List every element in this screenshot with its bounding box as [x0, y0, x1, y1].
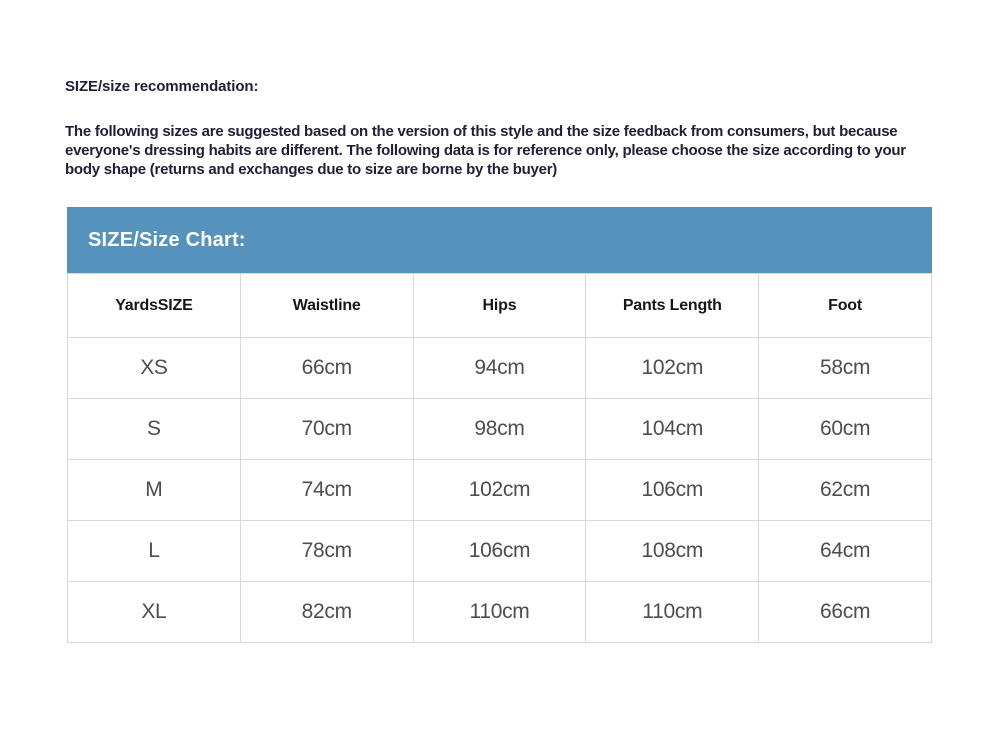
size-table-body [68, 338, 932, 643]
column-header-pants-length: Pants Length [586, 274, 759, 338]
size-cell: XL [68, 582, 241, 643]
size-table-header [68, 274, 932, 338]
size-chart [67, 207, 932, 643]
value-cell: 82cm [240, 582, 413, 643]
value-cell: 110cm [413, 582, 586, 643]
value-cell: 106cm [413, 521, 586, 582]
column-header-foot: Foot [759, 274, 932, 338]
value-cell: 60cm [759, 399, 932, 460]
size-cell: M [68, 460, 241, 521]
value-cell: 94cm [413, 338, 586, 399]
size-info-section [0, 78, 1000, 643]
value-cell: 74cm [240, 460, 413, 521]
size-recommendation-text: The following sizes are suggested based on the version of this style and the size feedback from consumers, but because everyone's dressing habits are different. The following data is for reference only, please choose the size according to your body shape (returns and exchanges due to size are borne by the buyer) [65, 123, 906, 178]
value-cell: 62cm [759, 460, 932, 521]
value-cell: 58cm [759, 338, 932, 399]
header-row [68, 274, 932, 338]
value-cell: 64cm [759, 521, 932, 582]
size-chart-table [67, 273, 932, 643]
table-row-xs [68, 338, 932, 399]
size-cell: S [68, 399, 241, 460]
table-row-xl [68, 582, 932, 643]
value-cell: 104cm [586, 399, 759, 460]
size-recommendation-heading: SIZE/size recommendation: [65, 78, 259, 95]
size-cell: L [68, 521, 241, 582]
value-cell: 70cm [240, 399, 413, 460]
value-cell: 110cm [586, 582, 759, 643]
column-header-yardssize: YardsSIZE [68, 274, 241, 338]
table-row-s [68, 399, 932, 460]
value-cell: 66cm [759, 582, 932, 643]
value-cell: 102cm [413, 460, 586, 521]
column-header-hips: Hips [413, 274, 586, 338]
size-chart-title-bar [67, 207, 932, 273]
value-cell: 98cm [413, 399, 586, 460]
size-chart-title: SIZE/Size Chart: [88, 228, 246, 251]
value-cell: 78cm [240, 521, 413, 582]
column-header-waistline: Waistline [240, 274, 413, 338]
table-row-l [68, 521, 932, 582]
value-cell: 102cm [586, 338, 759, 399]
size-cell: XS [68, 338, 241, 399]
value-cell: 66cm [240, 338, 413, 399]
value-cell: 108cm [586, 521, 759, 582]
table-row-m [68, 460, 932, 521]
value-cell: 106cm [586, 460, 759, 521]
